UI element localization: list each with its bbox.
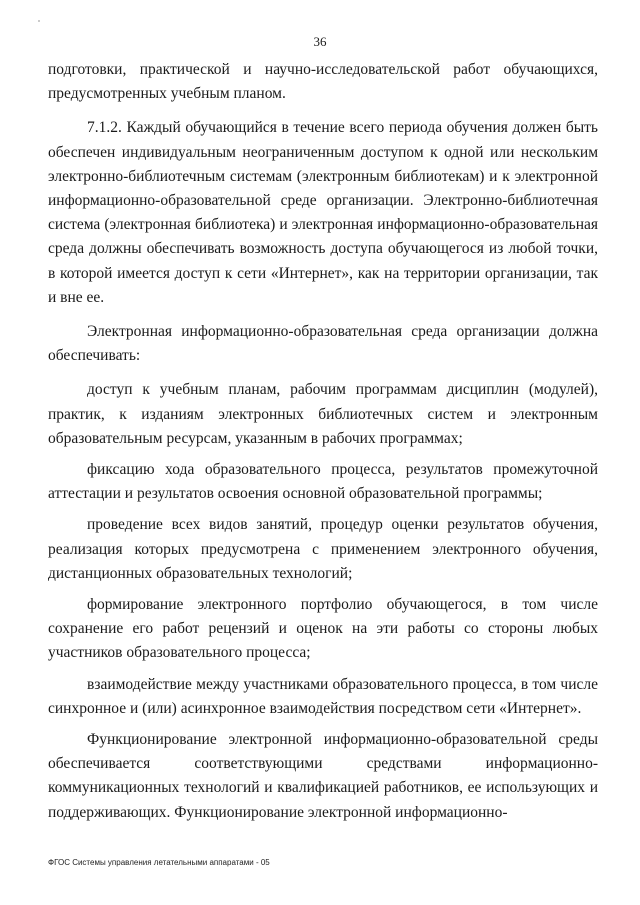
- list-item-portfolio: формирование электронного портфолио обучающегося, в том числе сохранение его работ рецензий и оценок на эти работы со стороны любых участников образовательного процесса;: [48, 596, 598, 662]
- list-item-access: доступ к учебным планам, рабочим программам дисциплин (модулей), практик, к изданиям электронных библиотечных систем и электронным образовательным ресурсам, указанным в рабочих программах;: [48, 381, 598, 447]
- paragraph-eios-intro: Электронная информационно-образовательная среда организации должна обеспечивать:: [48, 323, 598, 365]
- page-footer: ФГОС Системы управления летательными аппаратами - 05: [48, 858, 270, 867]
- paragraph-functioning: Функционирование электронной информационно-образовательной среды обеспечивается соответствующими средствами информационно-коммуникационных технологий и квалификацией работников, ее использующих и поддерживающих. Функционирование электронной информационно-: [48, 731, 598, 821]
- page-body: [48, 58, 598, 825]
- scan-speck: [38, 20, 40, 22]
- list-item-classes: проведение всех видов занятий, процедур оценки результатов обучения, реализация которых предусмотрена с применением электронного обучения, дистанционных образовательных технологий;: [48, 516, 598, 582]
- list-item-interaction: взаимодействие между участниками образовательного процесса, в том числе синхронное и (или) асинхронное взаимодействия посредством сети «Интернет».: [48, 675, 598, 717]
- paragraph-continuation: подготовки, практической и научно-исследовательской работ обучающихся, предусмотренных учебным планом.: [48, 61, 598, 103]
- paragraph-7-1-2: 7.1.2. Каждый обучающийся в течение всего периода обучения должен быть обеспечен индивидуальным неограниченным доступом к одной или нескольким электронно-библиотечным системам (электронным библиотекам) и к электронной информационно-образовательной среде организации. Электронно-библиотечная система (электронная библиотека) и электронная информационно-образовательная среда должны обеспечивать возможность доступа обучающегося из любой точки, в которой имеется доступ к сети «Интернет», как на территории организации, так и вне ее.: [48, 119, 598, 306]
- list-item-tracking: фиксацию хода образовательного процесса, результатов промежуточной аттестации и результатов освоения основной образовательной программы;: [48, 461, 598, 503]
- page-number: 36: [313, 34, 327, 49]
